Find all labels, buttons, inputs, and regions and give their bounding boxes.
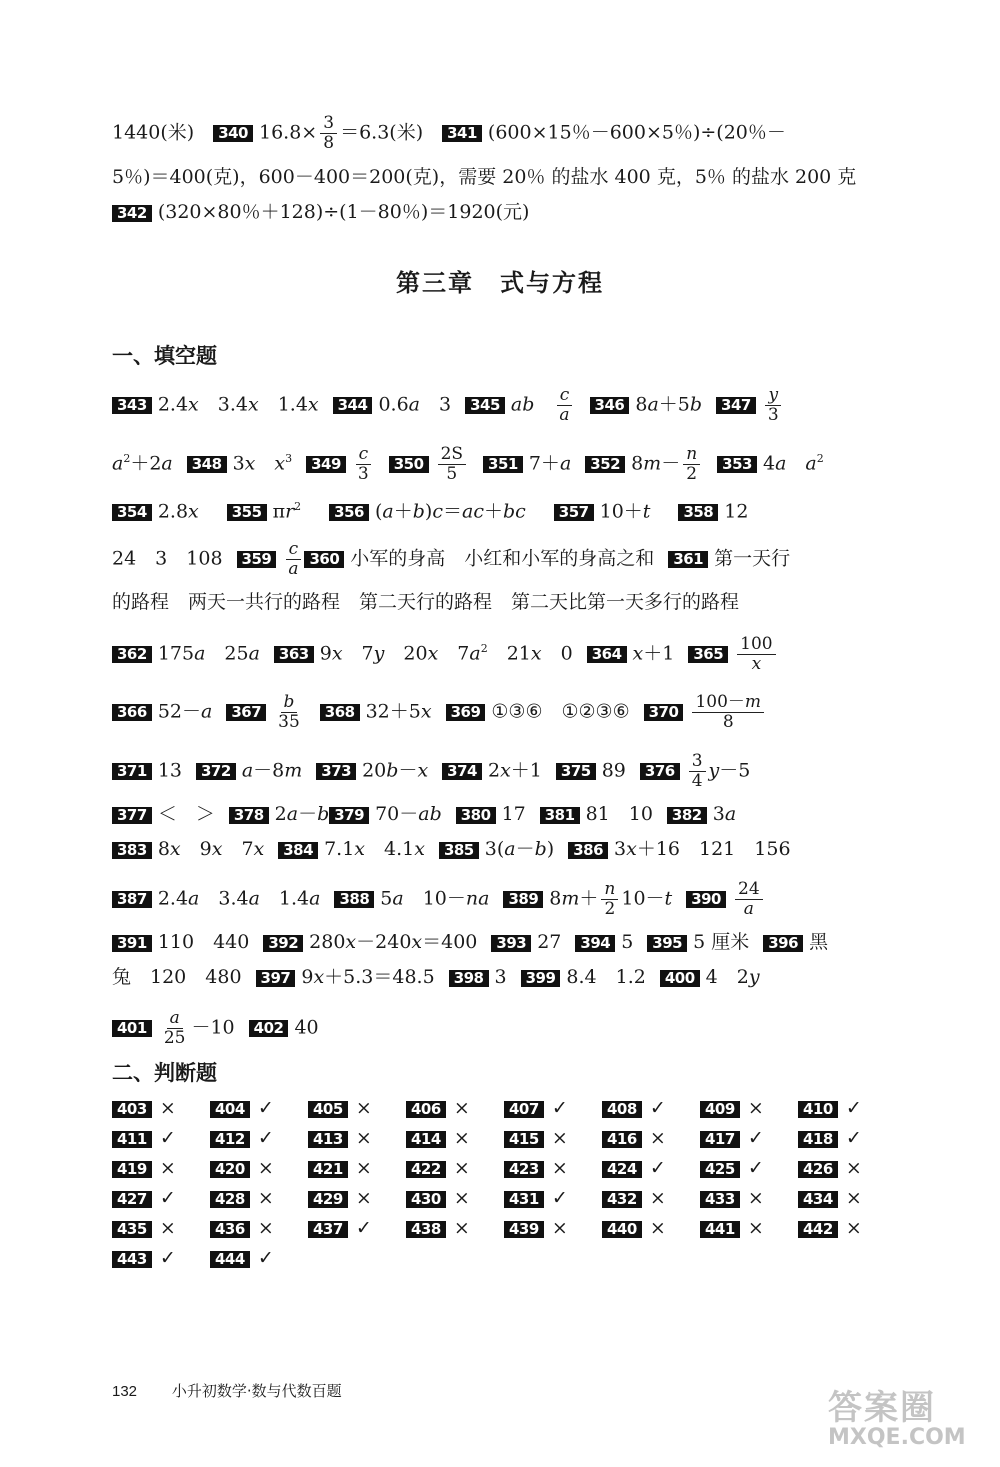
judge-item bbox=[504, 1183, 602, 1213]
check-mark-icon: ✓ bbox=[257, 1127, 274, 1149]
question-number-badge: 427 bbox=[112, 1191, 152, 1208]
judge-item bbox=[112, 1213, 210, 1243]
question-number-badge: 418 bbox=[798, 1131, 838, 1148]
question-number-badge: 423 bbox=[504, 1161, 544, 1178]
check-mark-icon: ✓ bbox=[159, 1187, 176, 1209]
watermark-logo bbox=[828, 1380, 978, 1455]
question-number-badge: 422 bbox=[406, 1161, 446, 1178]
judge-item bbox=[504, 1153, 602, 1183]
cross-mark-icon: × bbox=[159, 1097, 176, 1119]
question-number-badge: 415 bbox=[504, 1131, 544, 1148]
section-judge-heading: 二、判断题 bbox=[112, 1061, 217, 1085]
cross-mark-icon: × bbox=[257, 1217, 274, 1239]
question-number-badge: 444 bbox=[210, 1251, 250, 1268]
chapter-title: 第三章 式与方程 bbox=[396, 269, 604, 297]
answer-line-2: 5％)＝400(克)，600－400＝200(克)，需要 20％ 的盐水 400 克，5％ 的盐水 200 克 bbox=[112, 166, 857, 188]
question-number-badge: 435 bbox=[112, 1221, 152, 1238]
cross-mark-icon: × bbox=[355, 1157, 372, 1179]
judge-item bbox=[210, 1153, 308, 1183]
judge-item bbox=[210, 1213, 308, 1243]
question-number-badge: 409 bbox=[700, 1101, 740, 1118]
section-fill-heading: 一、填空题 bbox=[112, 344, 217, 368]
check-mark-icon: ✓ bbox=[257, 1097, 274, 1119]
cross-mark-icon: × bbox=[453, 1097, 470, 1119]
judge-item bbox=[308, 1123, 406, 1153]
fill-line-14: 401 $\frac{a}{25}$ －10 402 40 bbox=[112, 1009, 319, 1048]
judge-item bbox=[602, 1213, 700, 1243]
judge-item bbox=[112, 1153, 210, 1183]
page-footer bbox=[112, 1380, 342, 1401]
judge-item bbox=[602, 1183, 700, 1213]
check-mark-icon: ✓ bbox=[355, 1217, 372, 1239]
question-number-badge: 432 bbox=[602, 1191, 642, 1208]
cross-mark-icon: × bbox=[159, 1217, 176, 1239]
question-number-badge: 412 bbox=[210, 1131, 250, 1148]
judge-item bbox=[210, 1183, 308, 1213]
question-number-badge: 419 bbox=[112, 1161, 152, 1178]
cross-mark-icon: × bbox=[747, 1217, 764, 1239]
judge-item bbox=[112, 1243, 210, 1273]
cross-mark-icon: × bbox=[453, 1187, 470, 1209]
cross-mark-icon: × bbox=[551, 1157, 568, 1179]
cross-mark-icon: × bbox=[355, 1127, 372, 1149]
judge-item bbox=[308, 1093, 406, 1123]
check-mark-icon: ✓ bbox=[551, 1187, 568, 1209]
question-number-badge: 410 bbox=[798, 1101, 838, 1118]
judge-item bbox=[798, 1213, 896, 1243]
judge-item bbox=[112, 1093, 210, 1123]
judge-item bbox=[210, 1093, 308, 1123]
judge-item bbox=[308, 1153, 406, 1183]
question-number-badge: 408 bbox=[602, 1101, 642, 1118]
cross-mark-icon: × bbox=[453, 1127, 470, 1149]
judge-item bbox=[602, 1093, 700, 1123]
question-number-badge: 405 bbox=[308, 1101, 348, 1118]
judge-item bbox=[504, 1123, 602, 1153]
cross-mark-icon: × bbox=[257, 1187, 274, 1209]
judge-item bbox=[700, 1153, 798, 1183]
check-mark-icon: ✓ bbox=[649, 1097, 666, 1119]
fill-line-4: 24 3 108 359 $\frac{c}{a}$ 360 小军的身高 小红和小军的身高之和 361 第一天行 bbox=[112, 539, 791, 579]
judge-item bbox=[112, 1183, 210, 1213]
cross-mark-icon: × bbox=[747, 1097, 764, 1119]
judge-item bbox=[504, 1213, 602, 1243]
question-number-badge: 428 bbox=[210, 1191, 250, 1208]
check-mark-icon: ✓ bbox=[845, 1097, 862, 1119]
cross-mark-icon: × bbox=[551, 1127, 568, 1149]
judge-item bbox=[602, 1123, 700, 1153]
question-number-badge: 441 bbox=[700, 1221, 740, 1238]
fill-line-13: 兔 120 480 397 9x＋5.3＝48.5 398 3 399 8.4 1.2 400 4 2y bbox=[112, 966, 760, 988]
check-mark-icon: ✓ bbox=[747, 1157, 764, 1179]
fill-line-3: 354 2.8x 355 $\pi r^2$ 356 (a＋b)c＝ac＋bc 357 10＋t 358 12 bbox=[112, 492, 748, 526]
judge-item bbox=[798, 1093, 896, 1123]
question-number-badge: 442 bbox=[798, 1221, 838, 1238]
question-number-badge: 421 bbox=[308, 1161, 348, 1178]
cross-mark-icon: × bbox=[159, 1157, 176, 1179]
judge-item bbox=[210, 1123, 308, 1153]
question-number-badge: 439 bbox=[504, 1221, 544, 1238]
answer-line-1: 1440(米) 340 16.8× $\frac{3}{8}$ ＝6.3(米) 341 (600×15％－600×5％)÷(20％－ bbox=[112, 113, 786, 153]
cross-mark-icon: × bbox=[747, 1187, 764, 1209]
judge-item bbox=[700, 1093, 798, 1123]
judge-item bbox=[700, 1183, 798, 1213]
question-number-badge: 414 bbox=[406, 1131, 446, 1148]
fill-line-5: 的路程 两天一共行的路程 第二天行的路程 第二天比第一天多行的路程 bbox=[112, 591, 740, 613]
question-number-badge: 438 bbox=[406, 1221, 446, 1238]
question-number-badge: 434 bbox=[798, 1191, 838, 1208]
question-number-badge: 431 bbox=[504, 1191, 544, 1208]
watermark-brand: 答案圈 bbox=[828, 1388, 936, 1428]
check-mark-icon: ✓ bbox=[257, 1247, 274, 1269]
question-number-badge: 425 bbox=[700, 1161, 740, 1178]
check-mark-icon: ✓ bbox=[845, 1127, 862, 1149]
question-number-badge: 424 bbox=[602, 1161, 642, 1178]
question-number-badge: 429 bbox=[308, 1191, 348, 1208]
cross-mark-icon: × bbox=[453, 1157, 470, 1179]
question-number-badge: 430 bbox=[406, 1191, 446, 1208]
cross-mark-icon: × bbox=[845, 1157, 862, 1179]
fill-line-6: 362 175a 25a 363 9x 7y 20x $7a^2$ 21x 0 364 x＋1 365 $\frac{100}{x}$ bbox=[112, 634, 779, 674]
judge-item bbox=[112, 1123, 210, 1153]
cross-mark-icon: × bbox=[453, 1217, 470, 1239]
cross-mark-icon: × bbox=[649, 1217, 666, 1239]
judge-item bbox=[406, 1093, 504, 1123]
question-number-badge: 416 bbox=[602, 1131, 642, 1148]
judge-item bbox=[700, 1123, 798, 1153]
cross-mark-icon: × bbox=[845, 1217, 862, 1239]
judge-item bbox=[798, 1153, 896, 1183]
question-number-badge: 420 bbox=[210, 1161, 250, 1178]
judge-item bbox=[308, 1213, 406, 1243]
check-mark-icon: ✓ bbox=[159, 1127, 176, 1149]
cross-mark-icon: × bbox=[649, 1127, 666, 1149]
judge-answer-grid bbox=[112, 1093, 896, 1273]
fill-line-9: 377 ＜ ＞ 378 2a－b 379 70－ab 380 17 381 81 10 382 3a bbox=[112, 799, 736, 829]
judge-item bbox=[210, 1243, 308, 1273]
cross-mark-icon: × bbox=[355, 1097, 372, 1119]
question-number-badge: 411 bbox=[112, 1131, 152, 1148]
judge-item bbox=[406, 1213, 504, 1243]
fill-line-8: 371 13 372 a－8m 373 20b－x 374 2x＋1 375 89 376 $\frac{3}{4}$ y－5 bbox=[112, 752, 750, 791]
judge-item bbox=[504, 1093, 602, 1123]
question-number-badge: 413 bbox=[308, 1131, 348, 1148]
page-number: 132 bbox=[112, 1383, 138, 1400]
fill-line-10: 383 8x 9x 7x 384 7.1x 4.1x 385 3(a－b) 386 3x＋16 121 156 bbox=[112, 834, 791, 864]
question-number-badge: 407 bbox=[504, 1101, 544, 1118]
question-number-badge: 443 bbox=[112, 1251, 152, 1268]
question-number-badge: 440 bbox=[602, 1221, 642, 1238]
question-number-badge: 404 bbox=[210, 1101, 250, 1118]
book-title: 小升初数学·数与代数百题 bbox=[171, 1382, 342, 1400]
question-number-badge: 403 bbox=[112, 1101, 152, 1118]
question-number-badge: 406 bbox=[406, 1101, 446, 1118]
judge-item bbox=[308, 1183, 406, 1213]
check-mark-icon: ✓ bbox=[747, 1127, 764, 1149]
fill-line-11: 387 2.4a 3.4a 1.4a 388 5a 10－na 389 8m＋ $\frac{n}{2}$ 10－t 390 $\frac{24}{a}$ bbox=[112, 880, 766, 919]
answer-line-3: 342 (320×80％＋128)÷(1－80％)＝1920(元) bbox=[112, 197, 529, 227]
fill-line-7: 366 52－a 367 $\frac{b}{35}$ 368 32＋5x 369 ①③⑥ ①②③⑥ 370 $\frac{100-m}{8}$ bbox=[112, 693, 767, 732]
question-number-badge: 437 bbox=[308, 1221, 348, 1238]
cross-mark-icon: × bbox=[845, 1187, 862, 1209]
watermark-url: MXQE.COM bbox=[828, 1425, 966, 1450]
question-number-badge: 436 bbox=[210, 1221, 250, 1238]
judge-item bbox=[406, 1183, 504, 1213]
cross-mark-icon: × bbox=[257, 1157, 274, 1179]
judge-item bbox=[602, 1153, 700, 1183]
question-number-badge: 426 bbox=[798, 1161, 838, 1178]
judge-item bbox=[700, 1213, 798, 1243]
question-number-badge: 417 bbox=[700, 1131, 740, 1148]
check-mark-icon: ✓ bbox=[159, 1247, 176, 1269]
cross-mark-icon: × bbox=[551, 1217, 568, 1239]
judge-item bbox=[406, 1123, 504, 1153]
fill-line-1: 343 2.4x 3.4x 1.4x 344 0.6a 3 345 ab $\frac{c}{a}$ 346 8a＋5b 347 $\frac{y}{3}$ bbox=[112, 386, 785, 425]
fill-line-2: $a^2+2a$ 348 3x $x^3$ 349 $\frac{c}{3}$ 350 $\frac{2S}{5}$ 351 7＋a 352 8m－ $\frac{n}{2}$ 353 4a $a^2$ bbox=[112, 443, 824, 484]
judge-item bbox=[798, 1123, 896, 1153]
cross-mark-icon: × bbox=[355, 1187, 372, 1209]
judge-item bbox=[798, 1183, 896, 1213]
fill-line-12: 391 110 440 392 280x－240x＝400 393 27 394 5 395 5 厘米 396 黑 bbox=[112, 927, 828, 957]
check-mark-icon: ✓ bbox=[551, 1097, 568, 1119]
cross-mark-icon: × bbox=[649, 1187, 666, 1209]
question-number-badge: 433 bbox=[700, 1191, 740, 1208]
judge-item bbox=[406, 1153, 504, 1183]
check-mark-icon: ✓ bbox=[649, 1157, 666, 1179]
